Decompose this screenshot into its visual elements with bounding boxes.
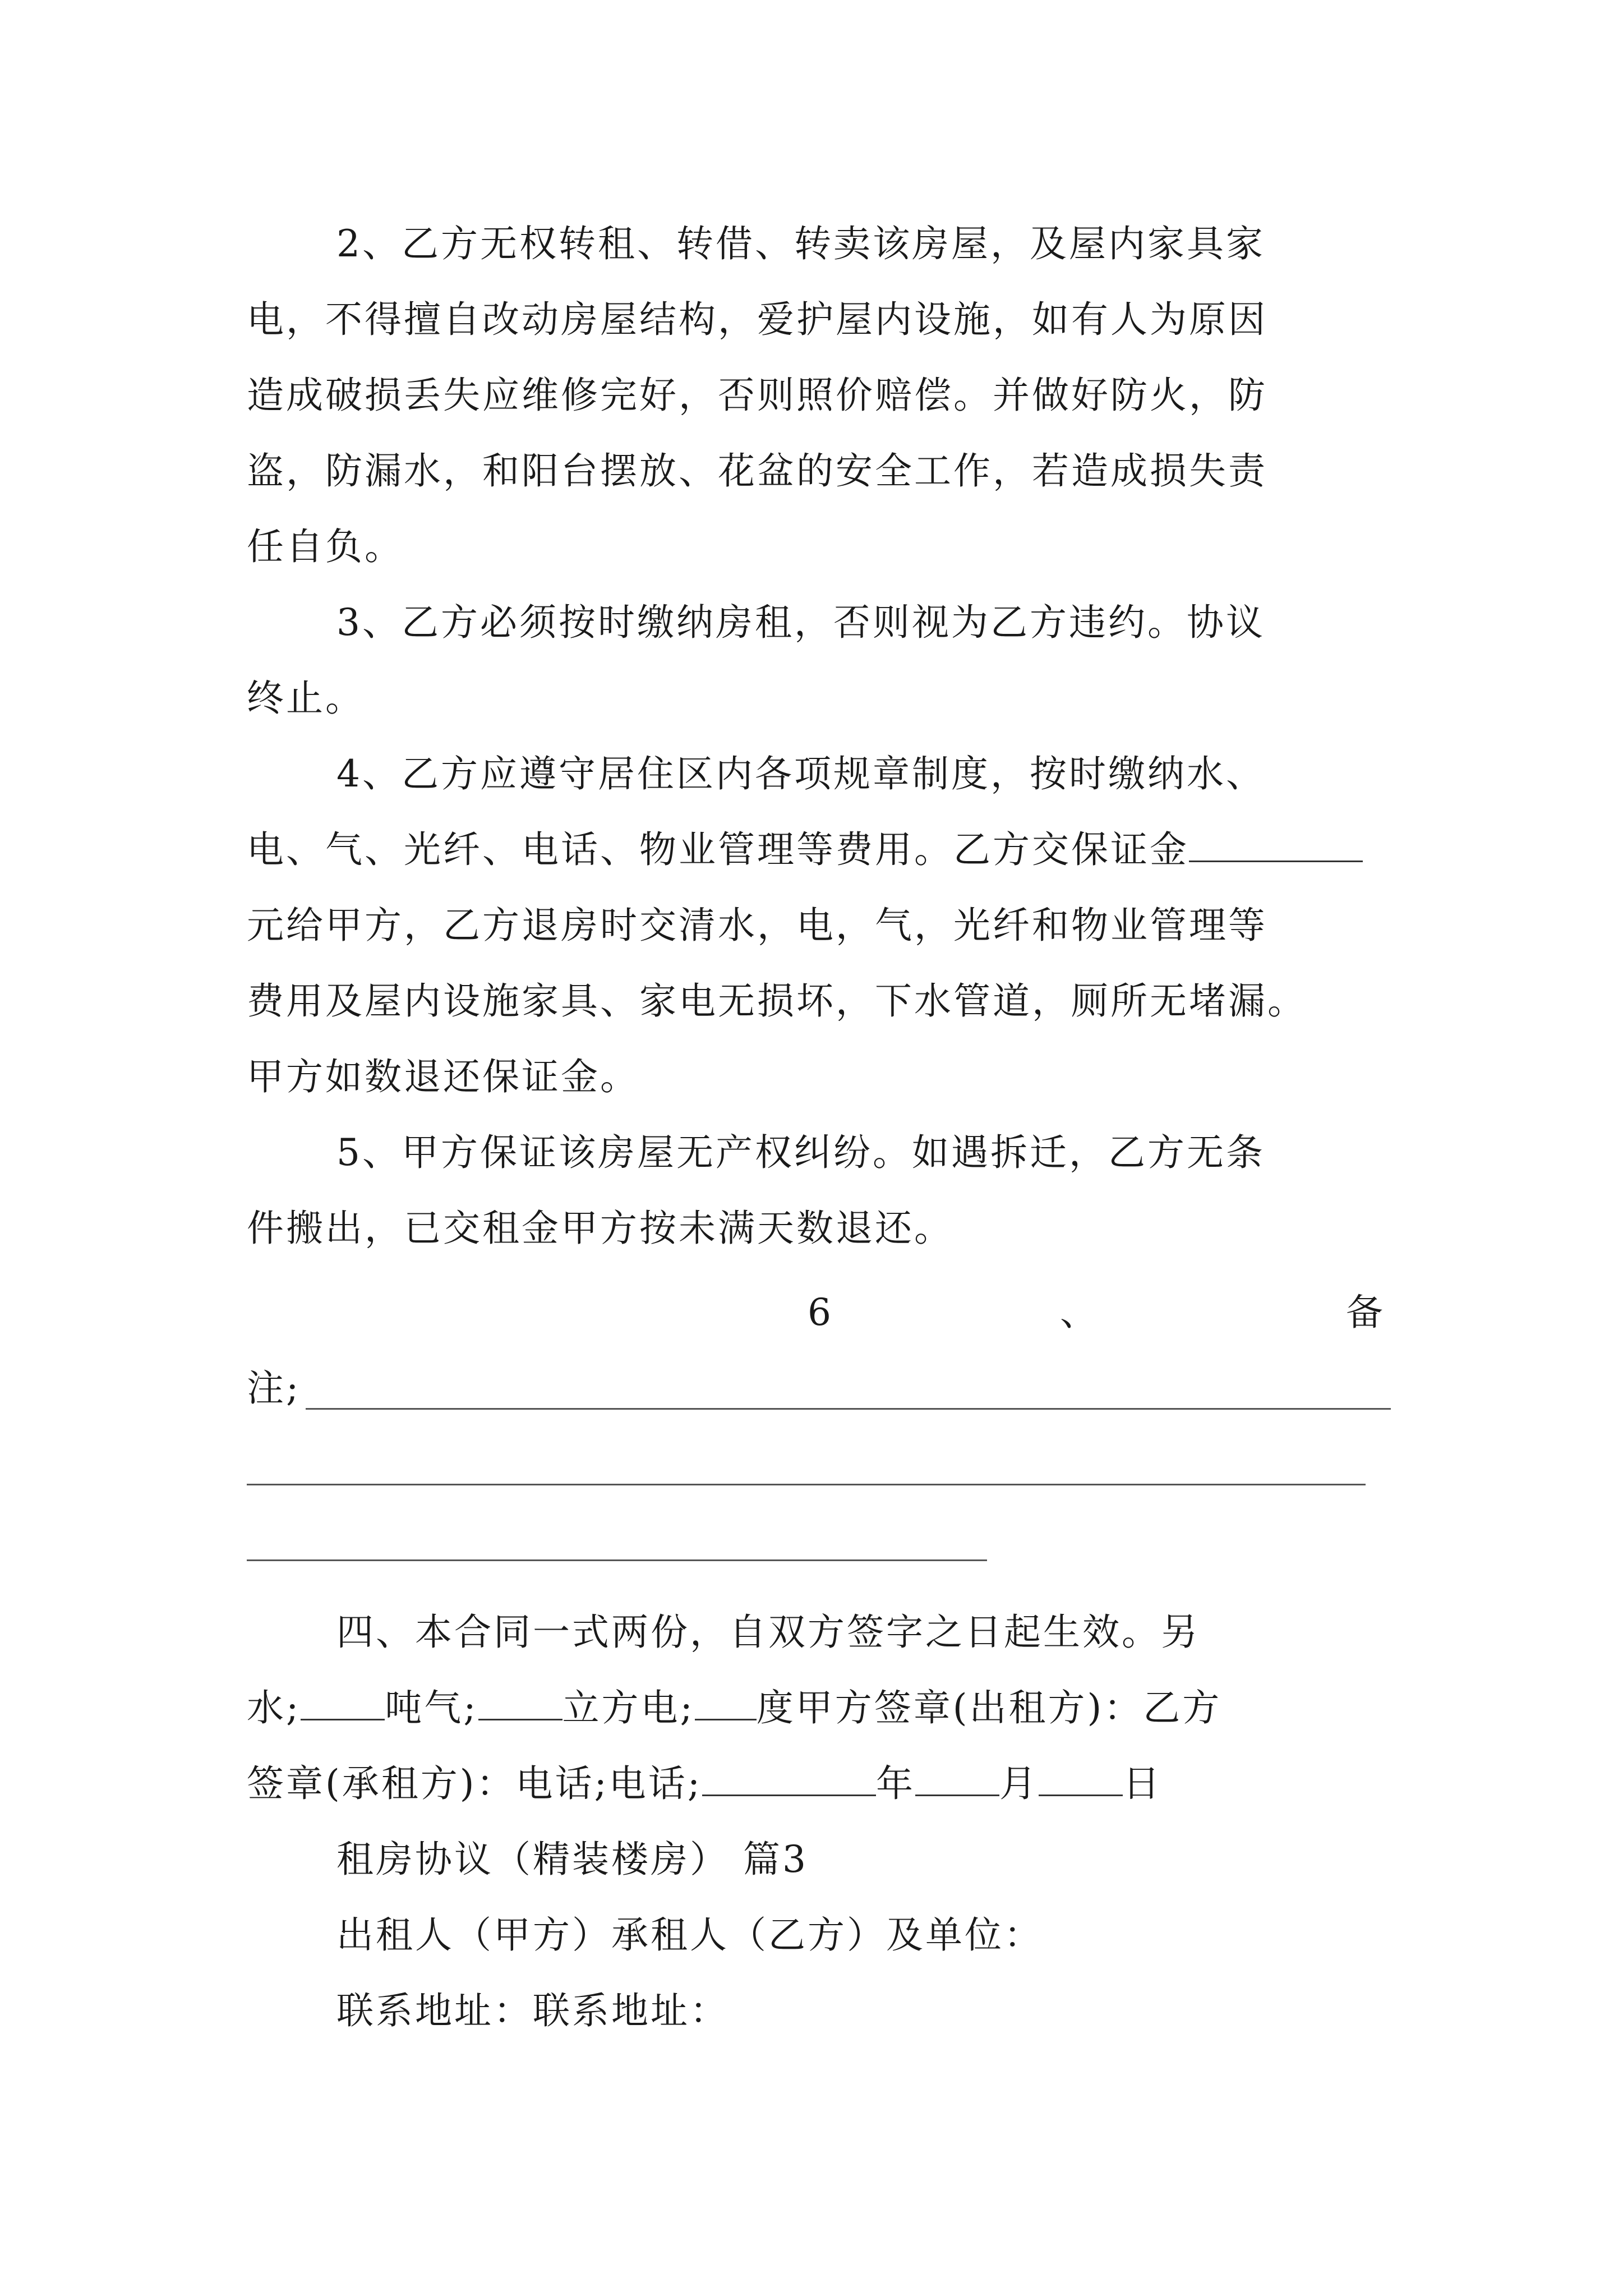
clause-2-line-4: 盗，防漏水，和阳台摆放、花盆的安全工作，若造成损失责 xyxy=(247,449,1267,493)
parties-line: 出租人（甲方）承租人（乙方）及单位： xyxy=(336,1913,1043,1957)
month-label: 月 xyxy=(999,1762,1039,1805)
clause-5-line-1: 5、甲方保证该房屋无产权纠纷。如遇拆迁，乙方无条 xyxy=(336,1131,1265,1174)
agreement-3-title: 租房协议（精装楼房） 篇3 xyxy=(336,1838,808,1881)
deposit-blank xyxy=(1189,822,1363,862)
month-blank xyxy=(915,1756,999,1796)
signature-party-b: 签章(承租方)：电话;电话; xyxy=(247,1762,702,1805)
section-4-line-3 xyxy=(247,1756,1162,1812)
clause-4-line-4: 费用及屋内设施家具、家电无损坏，下水管道，厕所无堵漏。 xyxy=(247,979,1307,1023)
gas-blank xyxy=(478,1681,562,1720)
remarks-rule-3 xyxy=(247,1559,987,1561)
clause-6-separator: 、 xyxy=(1060,1291,1097,1334)
clause-6-number: 6 xyxy=(808,1291,831,1334)
clause-2-line-2: 电，不得擅自改动房屋结构，爱护屋内设施，如有人为原因 xyxy=(247,298,1267,341)
gas-label: 吨气; xyxy=(385,1686,478,1729)
clause-3-line-2: 终止。 xyxy=(247,677,365,720)
clause-2-line-1: 2、乙方无权转租、转借、转卖该房屋，及屋内家具家 xyxy=(336,222,1265,265)
day-blank xyxy=(1039,1756,1123,1796)
clause-3-line-1: 3、乙方必须按时缴纳房租，否则视为乙方违约。协议 xyxy=(336,601,1265,644)
electricity-label: 立方电; xyxy=(562,1686,695,1729)
water-blank xyxy=(301,1681,385,1720)
remarks-rule-2 xyxy=(247,1484,1366,1485)
clause-4-line-3: 元给甲方，乙方退房时交清水，电，气，光纤和物业管理等 xyxy=(247,904,1267,947)
day-label: 日 xyxy=(1122,1762,1162,1805)
clause-4-line-2 xyxy=(247,822,1363,878)
section-4-line-2 xyxy=(247,1680,1221,1736)
signature-party-a: 度甲方签章(出租方)：乙方 xyxy=(756,1686,1222,1729)
clause-6-label: 备 xyxy=(1346,1291,1383,1334)
clause-4-text: 电、气、光纤、电话、物业管理等费用。乙方交保证金 xyxy=(247,828,1189,871)
address-line: 联系地址：联系地址： xyxy=(336,1989,729,2032)
clause-2-line-3: 造成破损丢失应维修完好，否则照价赔偿。并做好防火，防 xyxy=(247,374,1267,417)
clause-6-heading xyxy=(247,1285,1391,1341)
water-label: 水; xyxy=(247,1686,301,1729)
electricity-blank xyxy=(695,1681,757,1720)
year-label: 年 xyxy=(875,1762,915,1805)
section-4-line-1: 四、本合同一式两份，自双方签字之日起生效。另 xyxy=(336,1611,1200,1654)
clause-5-line-2: 件搬出，已交租金甲方按未满天数退还。 xyxy=(247,1207,953,1250)
year-blank xyxy=(702,1756,876,1796)
remarks-label: 注; xyxy=(247,1366,301,1410)
remarks-rule-1 xyxy=(306,1408,1391,1410)
clause-4-line-1: 4、乙方应遵守居住区内各项规章制度，按时缴纳水、 xyxy=(336,752,1265,795)
clause-4-line-5: 甲方如数退还保证金。 xyxy=(247,1055,639,1098)
clause-2-line-5: 任自负。 xyxy=(247,525,404,568)
